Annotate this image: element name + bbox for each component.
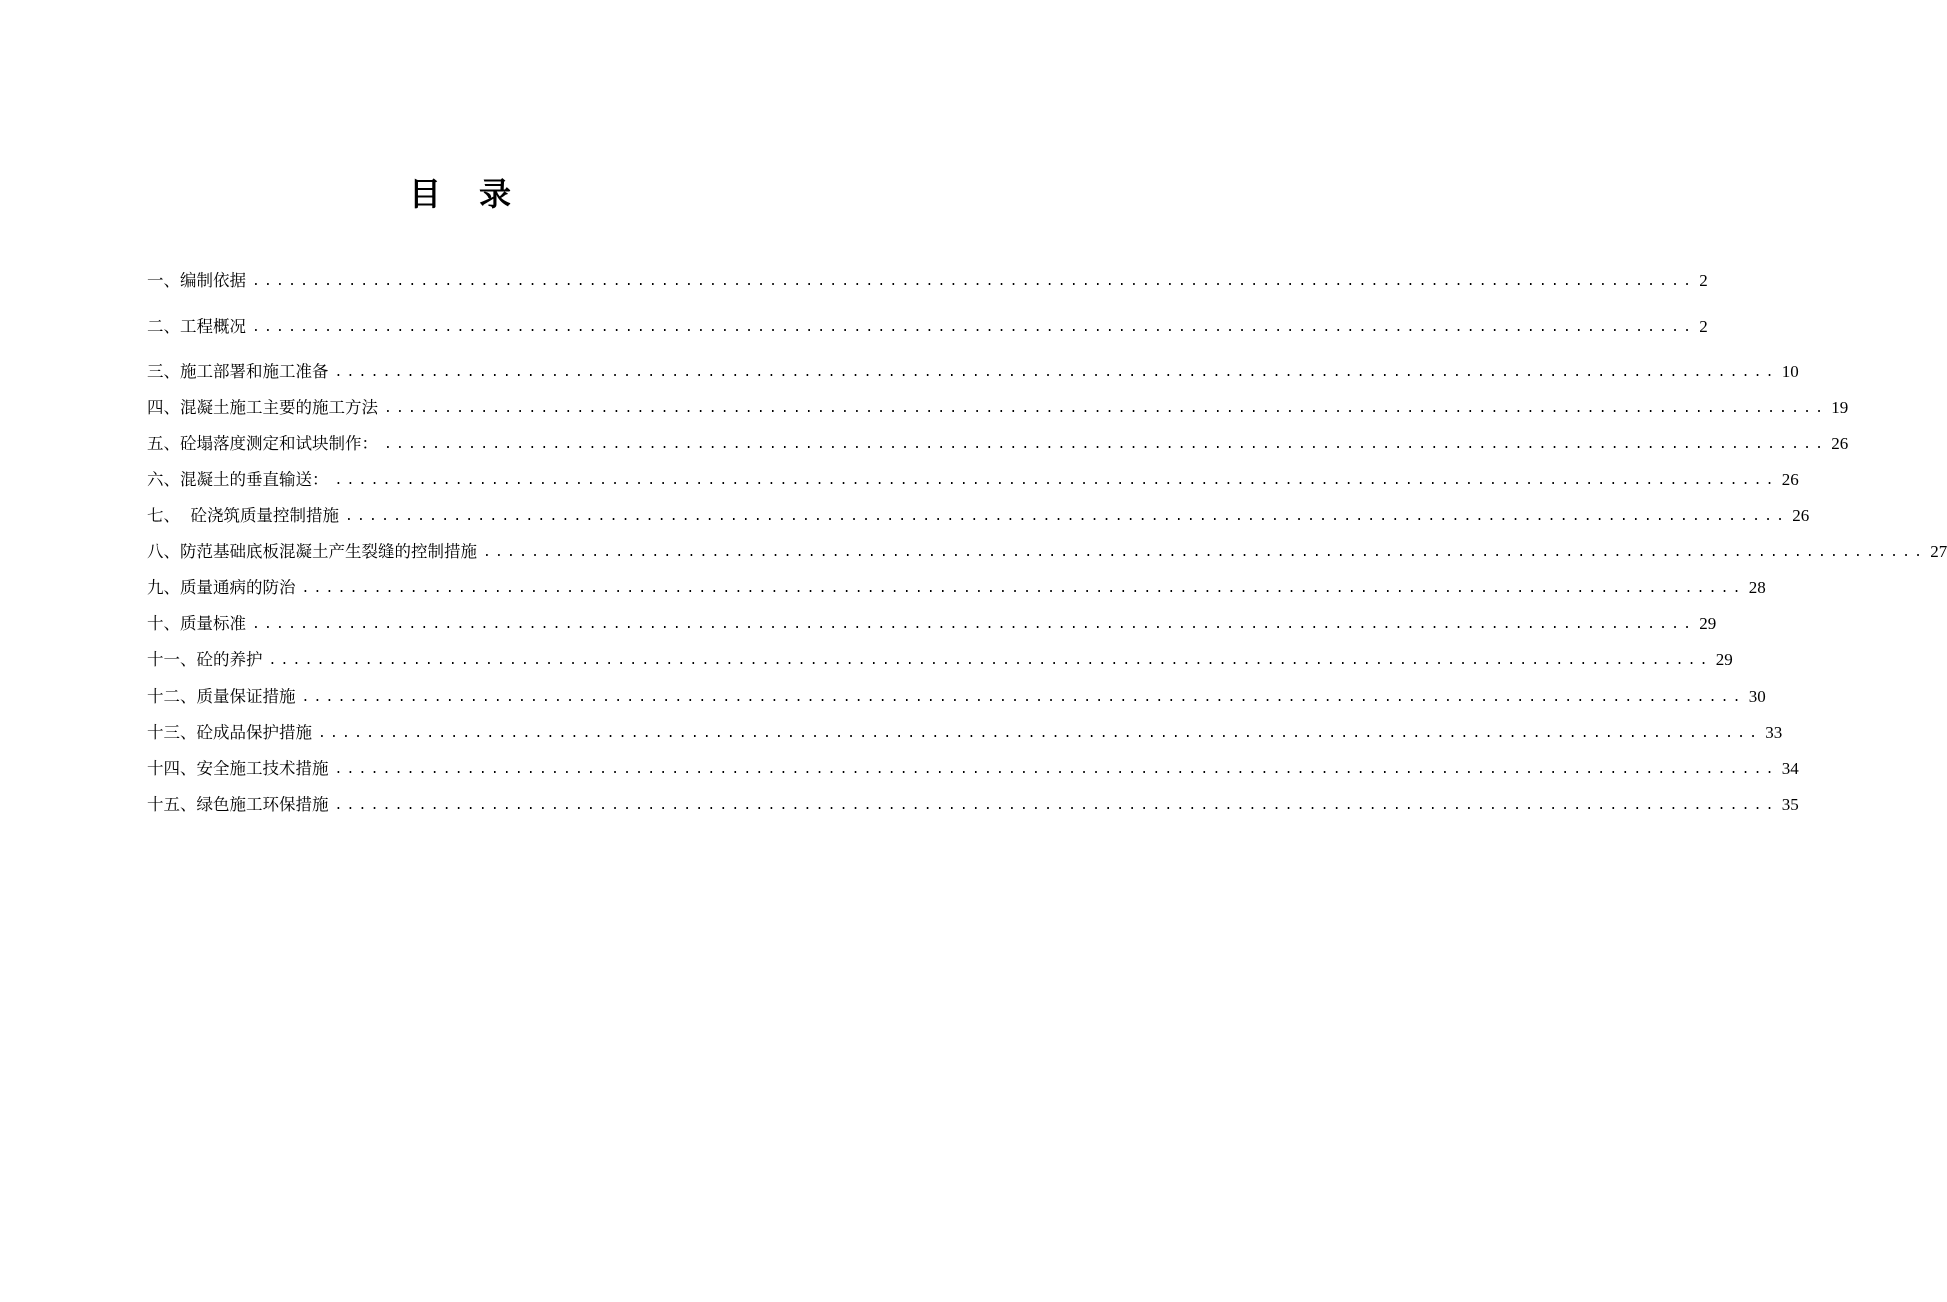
toc-entry-page: 26	[1792, 506, 1810, 525]
toc-entry-page: 35	[1781, 795, 1799, 814]
toc-entry-page: 29	[1699, 614, 1717, 633]
toc-entry-page: 30	[1748, 687, 1766, 706]
toc-entry-label: 十四、安全施工技术措施	[147, 759, 329, 778]
toc-entry-label: 十二、质量保证措施	[147, 687, 296, 706]
toc-leader-dots: ........................................................................................................................	[252, 274, 1696, 289]
toc-entry[interactable]	[147, 395, 1849, 421]
toc-entry[interactable]	[147, 611, 1717, 637]
toc-entry[interactable]	[147, 792, 1799, 818]
toc-entry[interactable]	[147, 359, 1799, 385]
page-title	[0, 168, 920, 220]
toc-entry-page: 2	[1699, 271, 1708, 290]
toc-entry-label: 十三、砼成品保护措施	[147, 723, 312, 742]
toc-leader-dots: ........................................................................................................................	[268, 653, 1712, 668]
toc-entry-page: 19	[1831, 398, 1849, 417]
toc-leader-dots: ........................................................................................................................	[334, 365, 1778, 380]
toc-entry-label: 八、防范基础底板混凝土产生裂缝的控制措施	[147, 542, 477, 561]
toc-leader-dots: ........................................................................................................................	[334, 473, 1778, 488]
toc-entry[interactable]	[147, 431, 1849, 457]
toc-entry-page: 10	[1781, 362, 1799, 381]
toc-entry-label: 九、质量通病的防治	[147, 578, 296, 597]
toc-entry-page: 28	[1748, 578, 1766, 597]
toc-leader-dots: ........................................................................................................................	[252, 320, 1696, 335]
toc-entry-page: 26	[1781, 470, 1799, 489]
toc-entry-page: 33	[1765, 723, 1783, 742]
toc-entry-page: 26	[1831, 434, 1849, 453]
toc-entry-label: 六、混凝土的垂直输送：	[147, 470, 329, 489]
toc-entry-label: 四、混凝土施工主要的施工方法	[147, 398, 378, 417]
toc-entry[interactable]	[147, 575, 1766, 601]
toc-leader-dots: ........................................................................................................................	[318, 726, 1762, 741]
toc-entry-label: 二、工程概况	[147, 317, 246, 336]
toc-entry[interactable]	[147, 314, 1708, 340]
toc-entry-label: 一、编制依据	[147, 271, 246, 290]
toc-leader-dots: ........................................................................................................................	[301, 581, 1745, 596]
toc-entry-page: 29	[1715, 650, 1733, 669]
toc-leader-dots: ........................................................................................................................	[301, 690, 1745, 705]
toc-entry[interactable]	[147, 268, 1708, 294]
toc-leader-dots: ........................................................................................................................	[334, 798, 1778, 813]
toc-leader-dots: ........................................................................................................................	[384, 437, 1828, 452]
toc-entry-label: 十五、绿色施工环保措施	[147, 795, 329, 814]
toc-entry-label: 五、砼塌落度测定和试块制作：	[147, 434, 378, 453]
toc-leader-dots: ........................................................................................................................	[345, 509, 1789, 524]
toc-leader-dots: ........................................................................................................................	[252, 617, 1696, 632]
toc-entry[interactable]	[147, 684, 1766, 710]
toc-entry-label: 三、施工部署和施工准备	[147, 362, 329, 381]
toc-entry-label: 十一、砼的养护	[147, 650, 263, 669]
toc-entry[interactable]	[147, 539, 1947, 565]
toc-entry[interactable]	[147, 503, 1810, 529]
toc-entry-label: 七、 砼浇筑质量控制措施	[147, 506, 339, 525]
toc-entry-label: 十、质量标准	[147, 614, 246, 633]
toc-entry-page: 34	[1781, 759, 1799, 778]
toc-entry[interactable]	[147, 756, 1799, 782]
toc-entry-page: 27	[1930, 542, 1947, 561]
page-title-left: 目	[408, 175, 441, 213]
toc-leader-dots: ........................................................................................................................	[483, 545, 1927, 560]
toc-entry-page: 2	[1699, 317, 1708, 336]
toc-entry[interactable]	[147, 647, 1733, 673]
page-title-right: 录	[479, 175, 512, 213]
toc-leader-dots: ........................................................................................................................	[334, 762, 1778, 777]
toc-leader-dots: ........................................................................................................................	[384, 401, 1828, 416]
toc-entry[interactable]	[147, 467, 1799, 493]
toc-entry[interactable]	[147, 720, 1783, 746]
